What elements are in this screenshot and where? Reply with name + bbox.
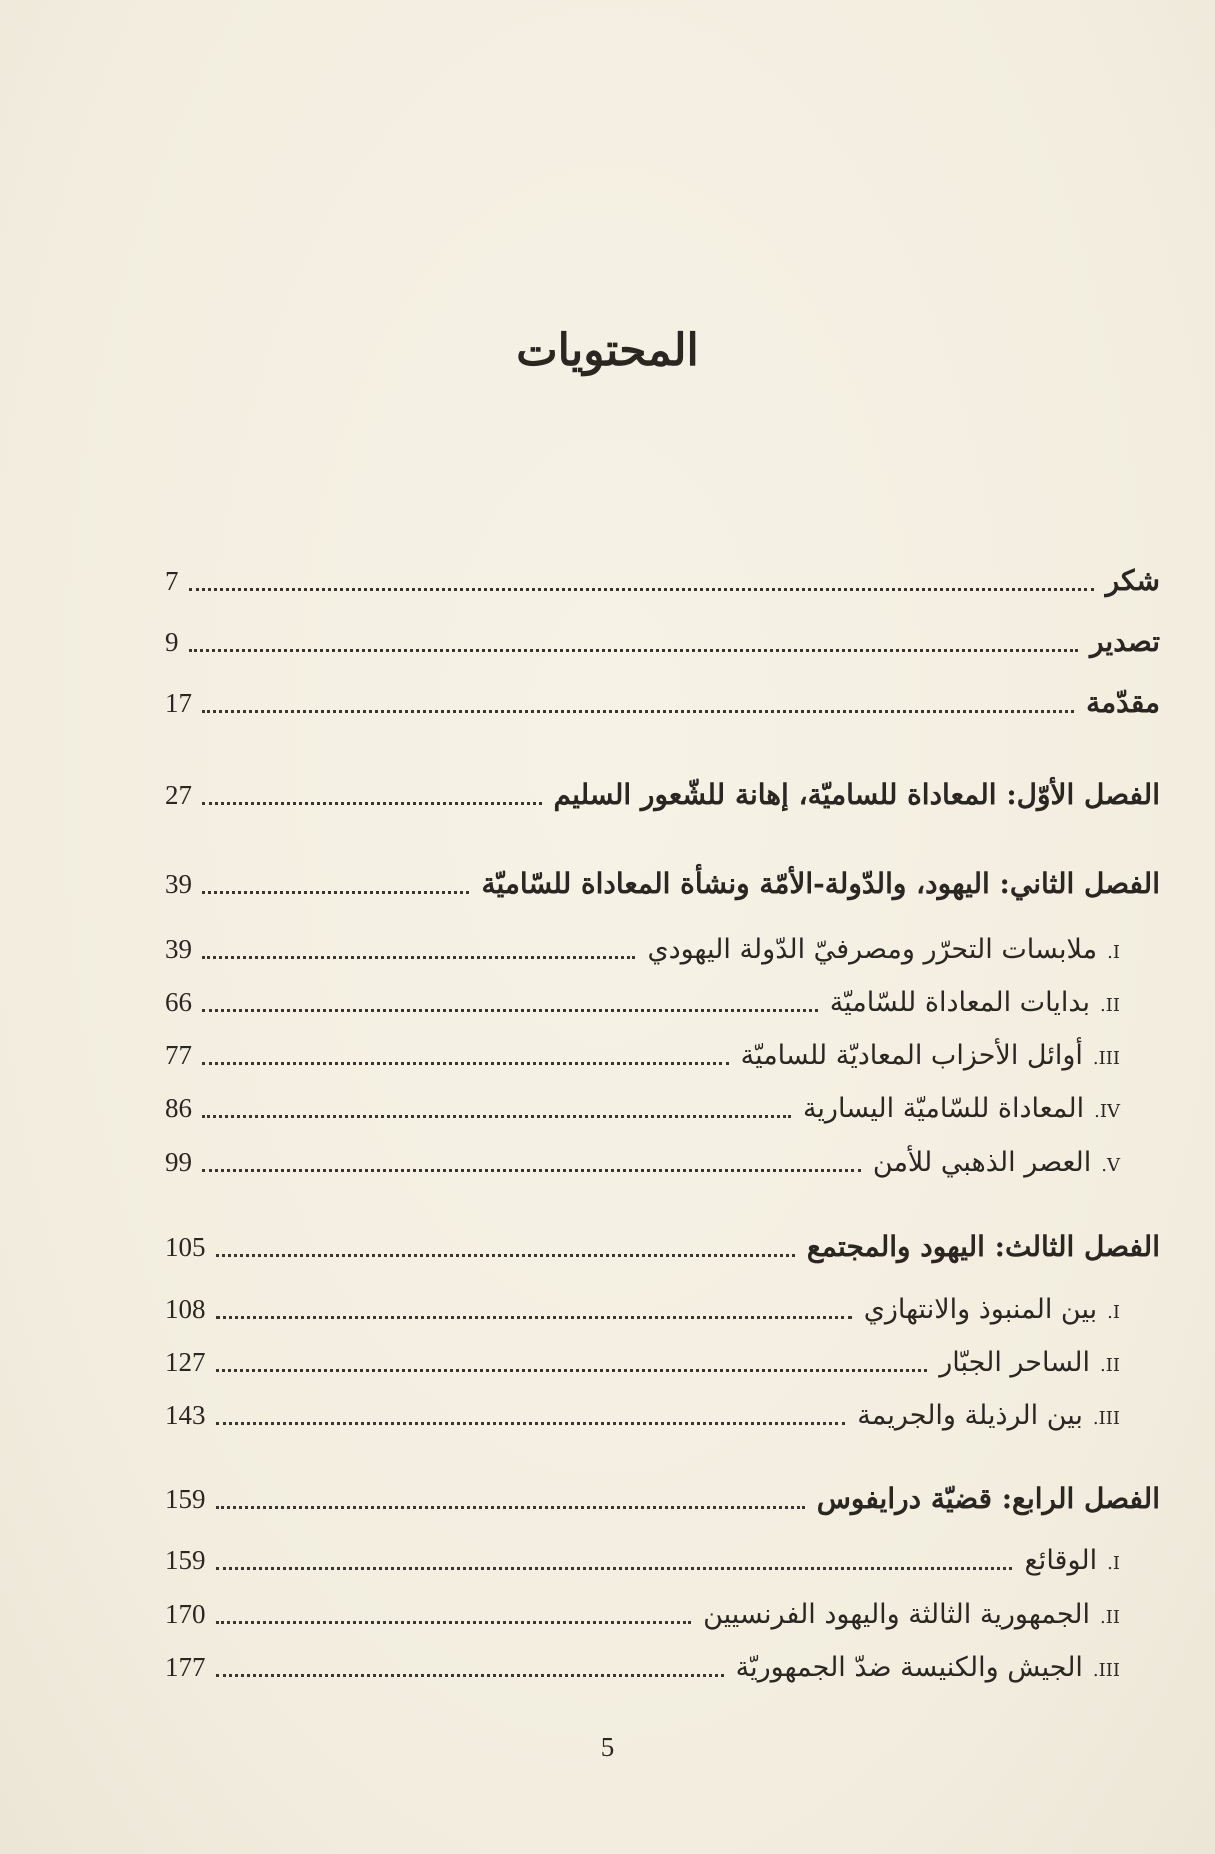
page-number: 5 [600, 1732, 615, 1762]
toc-section-number: III. [1092, 1408, 1120, 1429]
dot-leader [216, 1674, 724, 1677]
toc-chapter-label: الفصل الأوّل: المعاداة للساميّة، إهانة للشّعور السليم [553, 778, 1160, 811]
toc-chapter [165, 775, 1160, 815]
toc-section [165, 982, 1120, 1022]
toc-section [165, 1088, 1120, 1128]
toc-section-page: 170 [165, 1599, 206, 1629]
toc-entry-label: شكر [1105, 564, 1160, 597]
toc-chapter-page: 105 [165, 1232, 206, 1262]
toc-section-page: 127 [165, 1347, 206, 1377]
dot-leader [216, 1316, 852, 1319]
toc-entry [165, 561, 1160, 601]
toc-section-label: أوائل الأحزاب المعاديّة للساميّة [740, 1040, 1083, 1071]
toc-section-page: 108 [165, 1294, 206, 1324]
dot-leader [202, 891, 469, 894]
dot-leader [202, 710, 1074, 713]
toc-entry [165, 622, 1160, 662]
page-title: المحتويات [516, 325, 699, 376]
dot-leader [216, 1506, 805, 1509]
toc-chapter-page: 39 [165, 869, 192, 899]
toc-entry-label: تصدير [1089, 625, 1160, 658]
toc-entry-page: 7 [165, 566, 179, 596]
dot-leader [202, 1115, 791, 1118]
toc-section [165, 1395, 1120, 1435]
toc-section [165, 1342, 1120, 1382]
toc-section [165, 929, 1120, 969]
toc-section [165, 1289, 1120, 1329]
toc-section-number: III. [1092, 1048, 1120, 1069]
toc-section-label: الساحر الجبّار [939, 1347, 1091, 1378]
toc-section-number: III. [1092, 1660, 1120, 1681]
toc-chapter-page: 27 [165, 780, 192, 810]
toc-entry-page: 17 [165, 688, 192, 718]
dot-leader [216, 1369, 928, 1372]
toc-section-label: الجمهورية الثالثة واليهود الفرنسيين [703, 1599, 1091, 1630]
dot-leader [202, 802, 542, 805]
dot-leader [216, 1422, 846, 1425]
toc-section-page: 177 [165, 1652, 206, 1682]
toc-chapter-label: الفصل الثاني: اليهود، والدّولة-الأمّة ونشأة المعاداة للسّاميّة [481, 867, 1160, 900]
toc-section-page: 159 [165, 1545, 206, 1575]
toc-section-label: الجيش والكنيسة ضدّ الجمهوريّة [735, 1652, 1083, 1683]
toc-section-page: 77 [165, 1040, 192, 1070]
dot-leader [216, 1254, 795, 1257]
toc-section-label: العصر الذهبي للأمن [872, 1147, 1092, 1178]
toc-section-label: بين الرذيلة والجريمة [857, 1400, 1083, 1431]
toc-chapter [165, 1479, 1160, 1519]
toc-section-label: بدايات المعاداة للسّاميّة [829, 987, 1091, 1018]
toc-section-number: I. [1107, 1553, 1120, 1574]
toc-entry-label: مقدّمة [1086, 686, 1160, 719]
toc-section-label: الوقائع [1024, 1545, 1098, 1576]
toc-section [165, 1142, 1120, 1182]
toc-section-number: I. [1107, 1302, 1120, 1323]
toc-section-page: 39 [165, 934, 192, 964]
toc-chapter-label: الفصل الرابع: قضيّة درايفوس [816, 1482, 1160, 1515]
toc-section-page: 86 [165, 1093, 192, 1123]
dot-leader [202, 1062, 729, 1065]
toc-entry-page: 9 [165, 627, 179, 657]
toc-section-number: II. [1100, 1607, 1120, 1628]
dot-leader [202, 1009, 818, 1012]
toc-section-number: I. [1107, 942, 1120, 963]
toc-section-number: V. [1101, 1155, 1120, 1176]
toc-section-page: 143 [165, 1400, 206, 1430]
toc-chapter-page: 159 [165, 1484, 206, 1514]
dot-leader [216, 1621, 692, 1624]
dot-leader [189, 649, 1078, 652]
toc-section-label: بين المنبوذ والانتهازي [863, 1294, 1098, 1325]
dot-leader [189, 588, 1094, 591]
toc-chapter-label: الفصل الثالث: اليهود والمجتمع [806, 1230, 1160, 1263]
toc-section-number: II. [1100, 1355, 1120, 1376]
toc-section [165, 1540, 1120, 1580]
toc-chapter [165, 864, 1160, 904]
dot-leader [202, 956, 635, 959]
toc-section-number: II. [1100, 995, 1120, 1016]
dot-leader [202, 1169, 861, 1172]
toc-section-label: ملابسات التحرّر ومصرفيّ الدّولة اليهودي [647, 934, 1098, 965]
toc-entry [165, 683, 1160, 723]
toc-section-label: المعاداة للسّاميّة اليسارية [802, 1093, 1085, 1124]
toc-section-page: 66 [165, 987, 192, 1017]
toc-section [165, 1647, 1120, 1687]
toc-chapter [165, 1227, 1160, 1267]
toc-section [165, 1594, 1120, 1634]
toc-section-page: 99 [165, 1147, 192, 1177]
dot-leader [216, 1567, 1013, 1570]
toc-section-number: IV. [1094, 1101, 1120, 1122]
toc-section [165, 1035, 1120, 1075]
